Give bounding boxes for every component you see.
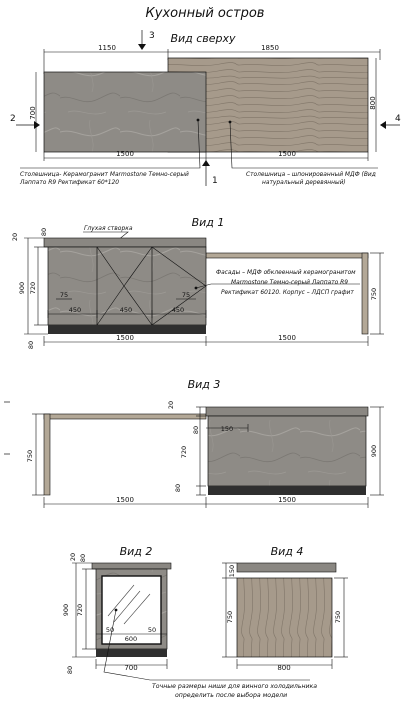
v4-wood-panel bbox=[237, 578, 332, 657]
v1-plinth bbox=[48, 325, 206, 334]
v1-dim-900: 900 bbox=[18, 281, 26, 295]
v2-dim-50-right: 50 bbox=[147, 626, 157, 634]
v2-dim-50-left: 50 bbox=[105, 626, 115, 634]
v2-plinth bbox=[96, 649, 167, 657]
v2-dim-600: 600 bbox=[124, 635, 138, 643]
arrow-1-label: 1 bbox=[212, 176, 218, 186]
v3-dim-900: 900 bbox=[370, 444, 378, 458]
top-view-label: Вид сверху bbox=[170, 32, 236, 45]
view-4 bbox=[222, 545, 348, 672]
dim-bottom-left: 1500 bbox=[116, 150, 134, 158]
v3-stone-countertop bbox=[206, 407, 368, 416]
v1-wood-leg bbox=[362, 253, 368, 334]
view-3 bbox=[4, 378, 384, 508]
footnote-line1: Точные размеры ниши для винного холодильника bbox=[152, 683, 318, 690]
v1-dim-750: 750 bbox=[370, 287, 378, 301]
note-wood-line2: натуральный деревянный) bbox=[262, 180, 346, 186]
v1-wood-top bbox=[206, 253, 368, 258]
v2-dim-80-top: 80 bbox=[79, 553, 87, 563]
v1-dim-80-top: 80 bbox=[40, 227, 48, 237]
v1-dim-20: 20 bbox=[11, 232, 19, 242]
v1-dim-75-left: 75 bbox=[59, 291, 69, 299]
v3-dim-150: 150 bbox=[220, 425, 234, 433]
view-4-label: Вид 4 bbox=[270, 545, 304, 558]
v2-dim-900: 900 bbox=[62, 603, 70, 617]
v3-dim-1500-left: 1500 bbox=[116, 496, 134, 504]
v1-dim-450-b: 450 bbox=[119, 306, 133, 314]
note-wood-line1: Столешница – шпонированный МДФ (Вид bbox=[246, 172, 376, 178]
arrow-4-label: 4 bbox=[395, 114, 401, 124]
note-blind-panel: Глухая створка bbox=[84, 225, 133, 232]
note-stone-line2: Лаппато R9 Ректификат 60*120 bbox=[20, 180, 119, 186]
v3-plinth bbox=[208, 486, 366, 495]
v2-countertop bbox=[92, 563, 171, 569]
v1-dim-1500-right: 1500 bbox=[278, 334, 296, 342]
view-arrow-3-icon bbox=[138, 44, 146, 50]
note-facade-line2: Marmostone Темно-серый Лаппато R9 bbox=[231, 280, 348, 286]
v1-dim-1500-left: 1500 bbox=[116, 334, 134, 342]
v4-dim-800: 800 bbox=[277, 664, 291, 672]
dim-top-left: 1150 bbox=[98, 44, 116, 52]
view-2-label: Вид 2 bbox=[119, 545, 153, 558]
v4-dim-750-left: 750 bbox=[226, 610, 234, 624]
v3-dim-80-top: 80 bbox=[192, 425, 200, 435]
note-stone-line1: Столешница- Керамогранит Marmostone Темно-серый bbox=[20, 172, 189, 178]
view-1 bbox=[11, 216, 384, 349]
v1-dim-450-c: 450 bbox=[171, 306, 185, 314]
note-facade-line3: Ректификат 60120. Корпус – ЛДСП графит bbox=[221, 290, 354, 296]
stone-countertop-top bbox=[44, 72, 206, 152]
page-title: Кухонный остров bbox=[145, 6, 265, 21]
v3-dim-750: 750 bbox=[26, 449, 34, 463]
note-facade-line1: Фасады – МДФ обклеенный керамогранитом bbox=[216, 270, 356, 276]
v2-dim-720: 720 bbox=[76, 603, 84, 617]
arrow-3-label: 3 bbox=[149, 31, 155, 41]
view-3-label: Вид 3 bbox=[187, 378, 221, 391]
v2-dim-20: 20 bbox=[69, 552, 77, 562]
dim-left-700: 700 bbox=[29, 106, 37, 120]
top-view bbox=[10, 30, 401, 186]
v3-wood-leg bbox=[44, 414, 50, 495]
v2-dim-80-bottom: 80 bbox=[66, 665, 74, 675]
v3-dim-20: 20 bbox=[167, 400, 175, 410]
v1-dim-80-bottom: 80 bbox=[27, 340, 35, 350]
dim-right-800: 800 bbox=[369, 96, 377, 110]
v3-dim-720: 720 bbox=[180, 445, 188, 459]
v1-stone-countertop bbox=[44, 238, 206, 247]
arrow-2-label: 2 bbox=[10, 114, 16, 124]
v3-dim-1500-right: 1500 bbox=[278, 496, 296, 504]
v1-dim-720: 720 bbox=[29, 281, 37, 295]
v4-stone-edge bbox=[237, 563, 336, 572]
v1-dim-75-right: 75 bbox=[181, 291, 191, 299]
view-arrow-4-icon bbox=[380, 121, 386, 129]
view-arrow-1-icon bbox=[202, 160, 210, 166]
view-1-label: Вид 1 bbox=[191, 216, 225, 229]
view-arrow-2-icon bbox=[34, 121, 40, 129]
v3-wood-top bbox=[44, 414, 206, 419]
v1-dim-450-a: 450 bbox=[68, 306, 82, 314]
v4-dim-750-right: 750 bbox=[334, 610, 342, 624]
v2-dim-700: 700 bbox=[124, 664, 138, 672]
dim-top-right: 1850 bbox=[261, 44, 279, 52]
dim-bottom-right: 1500 bbox=[278, 150, 296, 158]
footnote-line2: определить после выбора модели bbox=[175, 692, 288, 699]
v3-dim-80-bottom: 80 bbox=[174, 483, 182, 493]
v4-dim-150: 150 bbox=[228, 564, 236, 578]
